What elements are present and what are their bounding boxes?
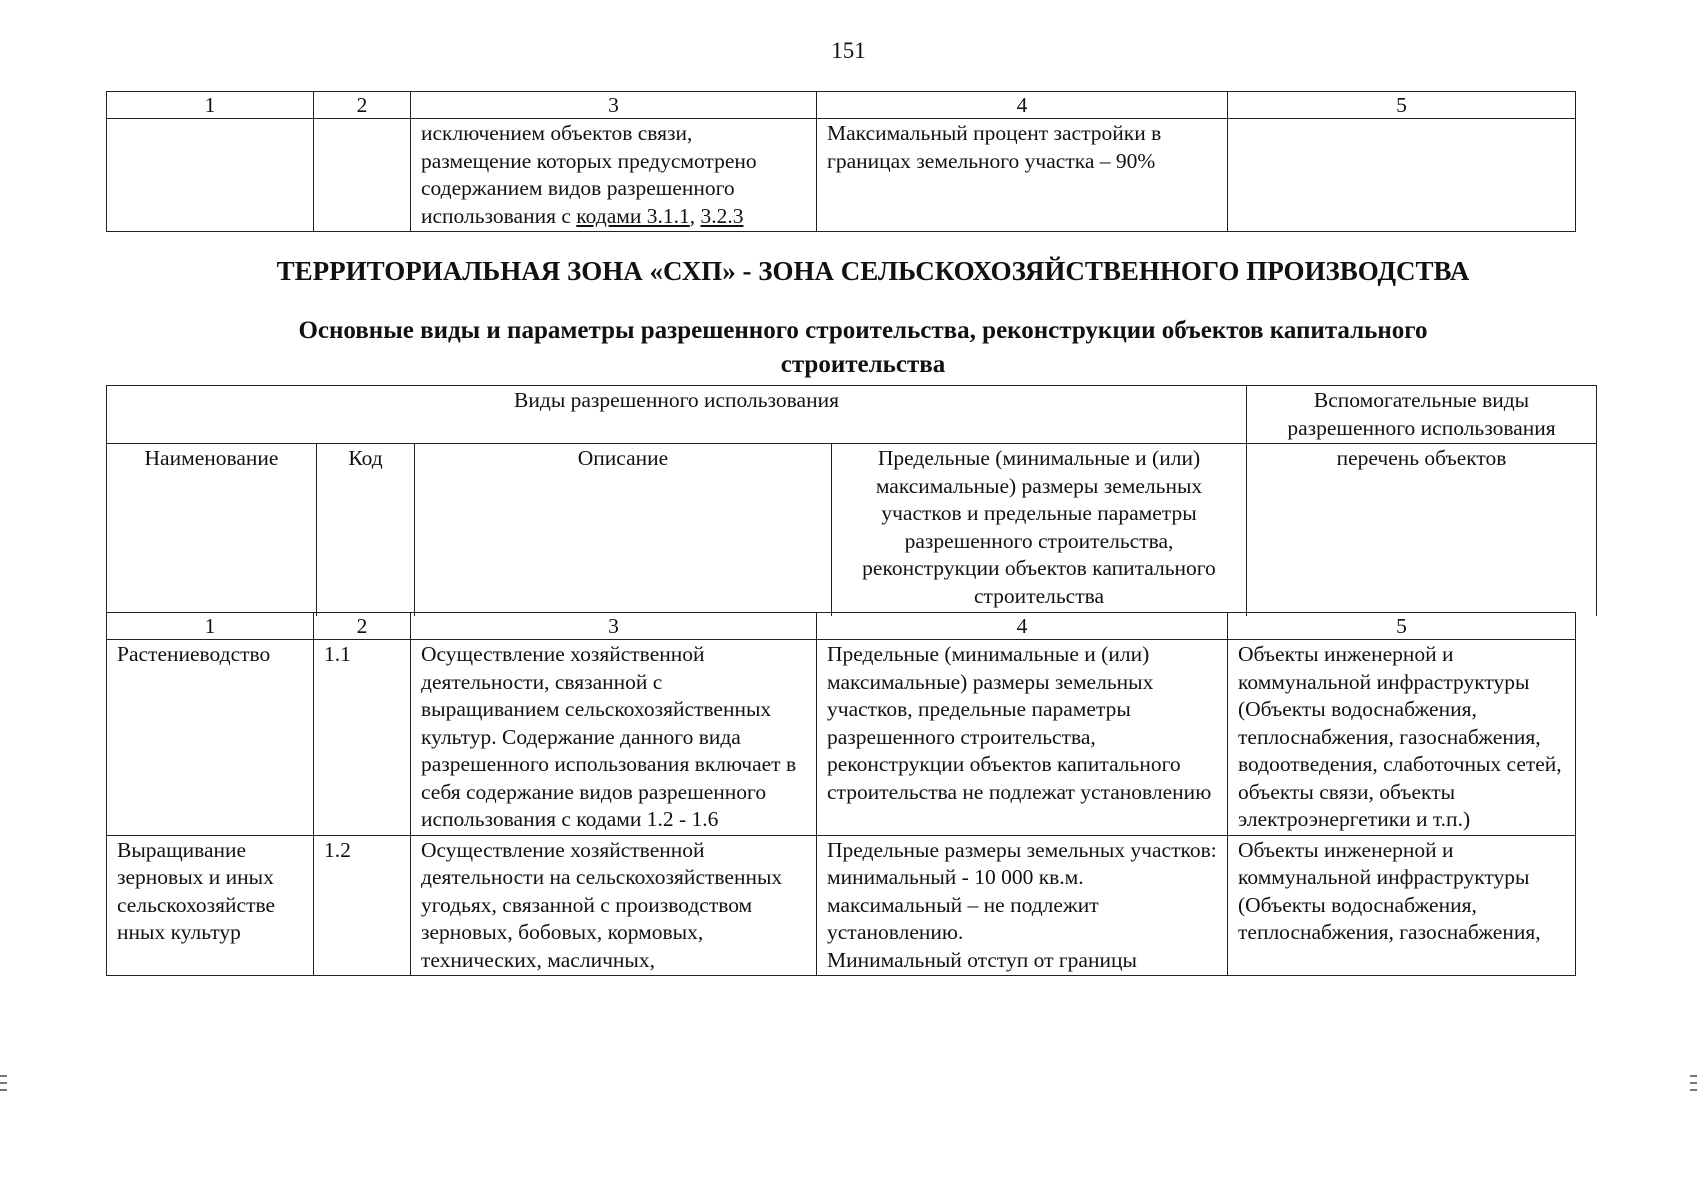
- table-row: [107, 640, 1576, 836]
- aux-cell: Объекты инженерной и коммунальной инфраструктуры (Объекты водоснабжения, теплоснабжения, газоснабжения,: [1228, 835, 1576, 976]
- code-cell: 1.2: [314, 835, 411, 976]
- group-header-row: [107, 386, 1597, 444]
- column-number: 3: [411, 613, 817, 640]
- code-link[interactable]: кодами 3.1.1: [576, 203, 690, 228]
- column-header-code: Код: [317, 444, 415, 616]
- column-number-row: [107, 613, 1576, 640]
- name-cell: Растениеводство: [107, 640, 314, 836]
- scan-mark: [1690, 1089, 1697, 1091]
- scan-mark: [0, 1075, 7, 1077]
- table-header-row: [107, 92, 1576, 119]
- params-cell: Предельные (минимальные и (или) максимальные) размеры земельных участков, предельные параметры разрешенного строительства, реконструкции объектов капитального строительства не подлежат установлению: [817, 640, 1228, 836]
- description-cell: Осуществление хозяйственной деятельности на сельскохозяйственных угодьях, связанной с производством зерновых, бобовых, кормовых, технических, масличных,: [411, 835, 817, 976]
- params-line: максимальный – не подлежит установлению.: [827, 892, 1099, 944]
- params-cell: [817, 835, 1228, 976]
- scan-mark: [0, 1089, 7, 1091]
- column-number: 5: [1228, 92, 1576, 119]
- code-link[interactable]: 3.2.3: [700, 203, 744, 228]
- params-cell: Максимальный процент застройки в границах земельного участка – 90%: [817, 119, 1228, 232]
- name-cell: [107, 119, 314, 232]
- aux-header: Вспомогательные виды разрешенного использования: [1247, 386, 1597, 444]
- scan-mark: [1690, 1075, 1697, 1077]
- table-row: [107, 119, 1576, 232]
- aux-cell: [1228, 119, 1576, 232]
- column-number: 4: [817, 92, 1228, 119]
- column-header-params: Предельные (минимальные и (или) максимальные) размеры земельных участков и предельные параметры разрешенного строительства, реконструкции объектов капитального строительства: [832, 444, 1247, 616]
- column-header-description: Описание: [415, 444, 832, 616]
- column-number: 1: [107, 613, 314, 640]
- scan-mark: [0, 1082, 7, 1084]
- main-table-body: [106, 612, 1576, 976]
- column-number: 1: [107, 92, 314, 119]
- column-header-row: [107, 444, 1597, 616]
- group-header: Виды разрешенного использования: [107, 386, 1247, 444]
- description-cell: Осуществление хозяйственной деятельности, связанной с выращиванием сельскохозяйственных культур. Содержание данного вида разрешенного использования включает в себя содержание видов разрешенного использования с кодами 1.2 - 1.6: [411, 640, 817, 836]
- column-number: 3: [411, 92, 817, 119]
- params-line: Предельные размеры земельных участков:: [827, 837, 1217, 862]
- section-title: Основные виды и параметры разрешенного строительства, реконструкции объектов капитального строительства: [298, 317, 1428, 378]
- description-text: исключением объектов связи, размещение которых предусмотрено содержанием видов разрешенного использования с: [421, 121, 757, 228]
- continuation-table: [106, 91, 1576, 232]
- page-number: 151: [831, 38, 866, 63]
- code-cell: [314, 119, 411, 232]
- code-cell: 1.1: [314, 640, 411, 836]
- column-header-name: Наименование: [107, 444, 317, 616]
- params-line: Минимальный отступ от границы: [827, 947, 1137, 972]
- column-header-aux-list: перечень объектов: [1247, 444, 1597, 616]
- scan-mark: [1690, 1082, 1697, 1084]
- main-table-header: [106, 385, 1597, 616]
- column-number: 5: [1228, 613, 1576, 640]
- params-line: минимальный - 10 000 кв.м.: [827, 865, 1084, 889]
- column-number: 2: [314, 92, 411, 119]
- zone-title: ТЕРРИТОРИАЛЬНАЯ ЗОНА «СХП» - ЗОНА СЕЛЬСКОХОЗЯЙСТВЕННОГО ПРОИЗВОДСТВА: [276, 256, 1470, 286]
- column-number: 4: [817, 613, 1228, 640]
- table-row: [107, 835, 1576, 976]
- description-cell: [411, 119, 817, 232]
- name-cell: Выращивание зерновых и иных сельскохозяйстве нных культур: [107, 835, 314, 976]
- column-number: 2: [314, 613, 411, 640]
- aux-cell: Объекты инженерной и коммунальной инфраструктуры (Объекты водоснабжения, теплоснабжения, газоснабжения, водоотведения, слаботочных сетей, объекты связи, объекты электроэнергетики и т.п.): [1228, 640, 1576, 836]
- separator: ,: [689, 203, 701, 228]
